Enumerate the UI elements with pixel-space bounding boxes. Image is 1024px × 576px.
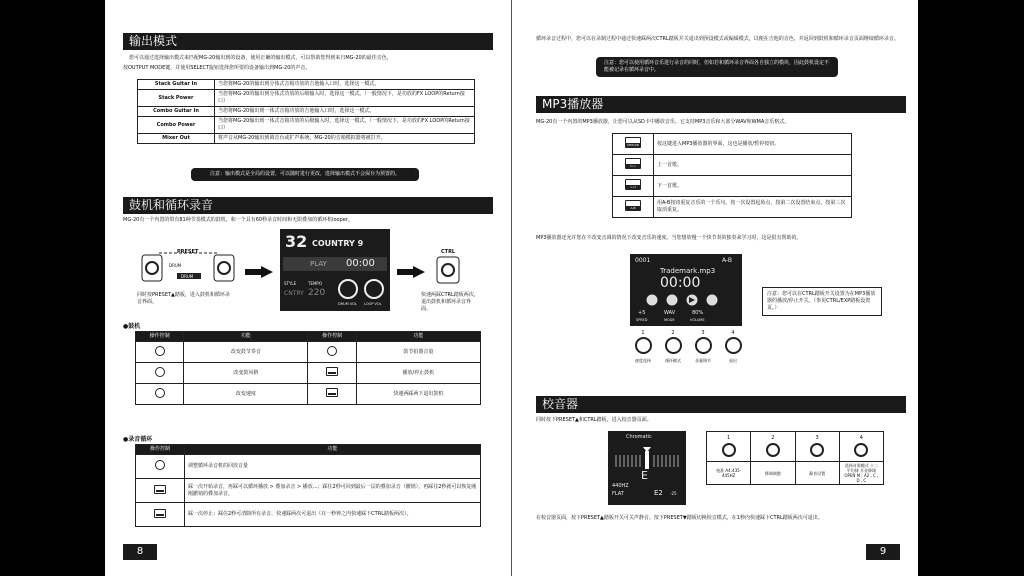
preset-label: PRESET bbox=[177, 249, 199, 255]
mp3-button-cell bbox=[613, 155, 654, 176]
looper-control-cell bbox=[136, 479, 185, 503]
output-mode-row bbox=[138, 117, 475, 134]
tuner-knob-function: 选择音准模式 十二平均律 半音降调 OPEN M , A2 , C , D , C bbox=[839, 462, 883, 485]
output-note: 注意：输出模式是全局的设置，可以随时进行更改，选择输出模式不会保存为预置的。 bbox=[191, 168, 419, 181]
mp3-track-number: 0001 bbox=[635, 257, 651, 264]
lcd-tempo-label: TEMPO bbox=[308, 281, 322, 286]
drum-looper-heading: 鼓机和循环录音 bbox=[123, 197, 493, 214]
output-mode-row bbox=[138, 80, 475, 90]
looper-continue-text: 循环录音过程中，您可以在录制过程中通过快速踩两次CTRL踏板并关退出到预设模式或编辑模式，以便在吉他的音色，并返回到鼓机和循环录音页面继续循环录音。 bbox=[536, 36, 899, 42]
tuner-heading: 校音器 bbox=[536, 396, 906, 413]
mp3-lcd-screen bbox=[630, 254, 742, 326]
mp3-button-desc: 上一首歌。 bbox=[654, 155, 852, 176]
lcd-preset-number: 32 bbox=[285, 232, 308, 251]
looper-function: 调整循环录音机的回放音量 bbox=[185, 455, 481, 479]
tuner-knob-function: 校准 A4:435-445HZ bbox=[707, 462, 751, 485]
output-mode-desc: 当您将MG-20的输出到分体式音箱功放的吉他输入口时，选择这一模式。 bbox=[215, 80, 475, 90]
ctrl-pedal-diagram bbox=[433, 249, 463, 287]
drum-function-2: 鼓节拍器音量 bbox=[356, 342, 480, 363]
lcd-pattern-name: COUNTRY 9 bbox=[312, 239, 364, 248]
drum-switch-cell bbox=[308, 363, 356, 384]
page-number-right: 9 bbox=[866, 544, 900, 560]
mp3-button-row bbox=[613, 134, 852, 155]
mp3-note: 注意：您可以在CTRL踏板开关设置为在MP3播放器的播放/停止开关。（参见CTRL/EXP踏板设置页。） bbox=[762, 287, 882, 316]
output-mode-desc: 当您将MG-20的输出到分体式功放的后级输入时，选择这一模式。（一般情况下，是功放的FX LOOP的Return接口） bbox=[215, 90, 475, 107]
mp3-time: 00:00 bbox=[660, 275, 701, 291]
knob-icon[interactable] bbox=[695, 337, 712, 354]
output-mode-desc: 当您将MG-20输出到一体式音箱功放的吉他输入口时，选择这一模式。 bbox=[215, 107, 475, 117]
col-fn-3: 功能 bbox=[185, 445, 481, 455]
knob-icon[interactable] bbox=[725, 337, 742, 354]
mp3-file-name: Trademark.mp3 bbox=[660, 267, 716, 275]
output-mode-row bbox=[138, 134, 475, 144]
tuner-knob-icon[interactable] bbox=[810, 443, 824, 457]
lcd-style-value: CNTRY bbox=[284, 290, 304, 297]
drum-control-table bbox=[135, 331, 481, 405]
footswitch-icon[interactable] bbox=[154, 485, 166, 494]
knob-function: 循环模式 bbox=[665, 358, 681, 363]
looper-control-cell bbox=[136, 455, 185, 479]
knob-number: 4 bbox=[731, 330, 735, 336]
output-mode-name: Combo Guitar In bbox=[138, 107, 215, 117]
knob-number: 1 bbox=[727, 435, 731, 441]
mp3-button-icon[interactable] bbox=[625, 137, 641, 148]
drum-row bbox=[136, 384, 481, 405]
output-mode-name: Mixer Out bbox=[138, 134, 215, 144]
mp3-knob[interactable] bbox=[688, 330, 718, 364]
knob-function: 音量调节 bbox=[695, 358, 711, 363]
knob-number: 3 bbox=[701, 330, 705, 336]
mp3-button-icon[interactable] bbox=[625, 200, 641, 211]
mp3-knob[interactable] bbox=[718, 330, 748, 364]
output-mode-table bbox=[137, 79, 475, 144]
tuner-intro: 同时按下PRESET▲和CTRL踏板，进入校音器页面。 bbox=[536, 417, 652, 423]
preset-pedal-diagram bbox=[139, 247, 237, 287]
drum-small-label: DRUM bbox=[169, 263, 182, 268]
mp3-button-row bbox=[613, 176, 852, 197]
mp3-knob[interactable] bbox=[658, 330, 688, 364]
tuner-knob-cell bbox=[707, 432, 751, 462]
knob-icon[interactable] bbox=[665, 337, 682, 354]
drum-machine-subheading: ●鼓机 bbox=[123, 323, 141, 330]
tuner-string: E2 bbox=[654, 489, 663, 497]
mp3-button-label: I<< bbox=[626, 164, 640, 168]
looper-control-table bbox=[135, 444, 481, 527]
loop-vol-knob-icon[interactable] bbox=[155, 460, 165, 470]
mp3-tempo-text: MP3播放器还允许您在不改变音调的情况下改变音乐的速度。当您想放慢一个快节奏的独奏来学习时，这是很有帮助的。 bbox=[536, 235, 802, 241]
output-mode-desc: 将声音从MG-20输出到调音台或扩声系统，MG-20的音箱模拟器将被打开。 bbox=[215, 134, 475, 144]
output-intro-2: 按OUTPUT MODE键，并使用SELECT旋钮选择您所要的设备输出到MG-20的声音。 bbox=[123, 65, 311, 71]
tuner-knob-table bbox=[706, 431, 884, 485]
lcd-loop-vol: LOOP VOL bbox=[364, 302, 382, 306]
mp3-intro: MG-20有一个内置的MP3播放器，让您可以从SD卡中播放音乐。它支持MP3音乐和大部分WAV和WMA音乐格式。 bbox=[536, 119, 790, 125]
mp3-button-label: A-B bbox=[626, 206, 640, 210]
mp3-heading: MP3播放器 bbox=[536, 96, 906, 113]
output-mode-name: Combo Power bbox=[138, 117, 215, 134]
lcd-play-label: PLAY bbox=[310, 260, 327, 268]
output-mode-name: Stack Guitar In bbox=[138, 80, 215, 90]
arrow-right-icon-2 bbox=[397, 263, 425, 275]
drum-caption-left: 同时按PRESET▲踏板，进入鼓机和循环录音界面。 bbox=[137, 292, 230, 305]
mp3-buttons-table bbox=[612, 133, 852, 218]
footswitch-icon[interactable] bbox=[326, 388, 338, 397]
lcd-tempo-value: 220 bbox=[308, 288, 326, 298]
tuner-knob-function: 降调调整 bbox=[751, 462, 795, 485]
tuner-knob-function: 静音设置 bbox=[795, 462, 839, 485]
output-mode-name: Stack Power bbox=[138, 90, 215, 107]
knob-icon[interactable] bbox=[635, 337, 652, 354]
knob-icon[interactable] bbox=[327, 346, 337, 356]
mp3-mode-label: MODE bbox=[664, 318, 675, 322]
drum-function: 改变鼓风格 bbox=[184, 363, 308, 384]
lcd-drum-vol: DRUM VOL bbox=[338, 302, 357, 306]
knob-number: 4 bbox=[859, 435, 863, 441]
mp3-speed-label: SPEED bbox=[636, 318, 648, 322]
looper-function: 踩一次开始录音，再踩可以循环播放 > 叠加录音 > 播放...；踩住2秒可回到最后一层的叠加录音（撤销），再踩住2秒就可以恢复刚刚撤销的叠加录音。 bbox=[185, 479, 481, 503]
mp3-volume-value: 80% bbox=[692, 310, 704, 316]
drum-row bbox=[136, 363, 481, 384]
knob-function: 速度选择 bbox=[635, 358, 651, 363]
arrow-right-icon bbox=[245, 263, 273, 275]
drum-knob-cell bbox=[136, 363, 184, 384]
tuner-knob-icon[interactable] bbox=[854, 443, 868, 457]
mp3-button-desc: 下一首歌。 bbox=[654, 176, 852, 197]
tuner-freq: 440HZ bbox=[612, 483, 629, 489]
drum-caption-right: 快速两踩CTRL踏板两次，退出鼓机和循环录音界面。 bbox=[421, 292, 479, 312]
knob-number: 2 bbox=[771, 435, 775, 441]
tuner-knob-cell bbox=[751, 432, 795, 462]
drum-knob-cell bbox=[136, 342, 184, 363]
knob-number: 2 bbox=[671, 330, 675, 336]
tuner-bottom-text: 在校音器页面，按下PRESET▲踏板开关可关声静音。按下PRESET▼踏板切换校音模式，在1秒内快速踩下CTRL踏板两次可退出。 bbox=[536, 515, 823, 521]
knob-function: 退出 bbox=[729, 358, 737, 363]
footswitch-icon[interactable] bbox=[326, 367, 338, 376]
output-mode-row bbox=[138, 90, 475, 107]
mp3-button-cell bbox=[613, 134, 654, 155]
tuner-mode: Chromatic bbox=[626, 434, 652, 440]
drum-row bbox=[136, 342, 481, 363]
output-mode-heading: 输出模式 bbox=[123, 33, 493, 50]
tuner-cents: -25 bbox=[670, 491, 677, 496]
mp3-mode-value: WAV bbox=[664, 310, 676, 316]
mp3-knob[interactable] bbox=[628, 330, 658, 364]
looper-function: 踩一次停止；踩住2秒可清除所有录音，快速踩两次可退出（在一秒钟之内快速踩下CTRL踏板两次）。 bbox=[185, 503, 481, 527]
mp3-button-icon[interactable] bbox=[625, 179, 641, 190]
drum-switch-cell bbox=[308, 384, 356, 405]
drum-function: 改变速度 bbox=[184, 384, 308, 405]
tuner-note: E bbox=[641, 469, 648, 482]
mp3-button-row bbox=[613, 155, 852, 176]
output-mode-desc: 当您将MG-20输出到一体式音箱功放的后级输入时，选择这一模式。（一般情况下，是功放的FX LOOP的Return接口） bbox=[215, 117, 475, 134]
looper-note: 注意：您可以使用循环音乐进行录音的同时，但如若和循环录音界面各自独立的模块，因此鼓机设定不能被记录在循环录音中。 bbox=[596, 57, 838, 77]
tuner-knob-cell bbox=[839, 432, 883, 462]
tuner-lcd-screen bbox=[608, 431, 686, 505]
col-op-3: 操作控制 bbox=[136, 445, 185, 455]
looper-control-cell bbox=[136, 503, 185, 527]
mp3-button-desc: 按这键进入MP3播放器的界面，这也是播放/暂停按钮。 bbox=[654, 134, 852, 155]
mp3-button-cell bbox=[613, 176, 654, 197]
drum-function: 改变鼓节奏音 bbox=[184, 342, 308, 363]
left-page bbox=[105, 0, 511, 576]
mp3-knob-row bbox=[628, 330, 748, 374]
mp3-volume-label: VOLUME bbox=[690, 318, 705, 322]
ctrl-label: CTRL bbox=[441, 249, 456, 255]
looper-row bbox=[136, 455, 481, 479]
drum-function-2: 快速两踩两下退出鼓机 bbox=[356, 384, 480, 405]
select-knob-icon[interactable] bbox=[155, 367, 165, 377]
mp3-button-desc: 用A-B按钮重复音乐的一个乐句。按一次设置起始点，按第二次设置结束点，按第三次取消重复。 bbox=[654, 197, 852, 218]
output-mode-row bbox=[138, 107, 475, 117]
mp3-button-icon[interactable] bbox=[625, 158, 641, 169]
col-op-2: 操作控制 bbox=[308, 332, 356, 342]
lcd-style-label: STYLE bbox=[284, 281, 297, 286]
looper-row bbox=[136, 479, 481, 503]
right-page bbox=[512, 0, 918, 576]
col-op: 操作控制 bbox=[136, 332, 184, 342]
footswitch-icon[interactable] bbox=[154, 509, 166, 518]
tuner-meter-icon bbox=[612, 445, 682, 469]
mp3-button-row bbox=[613, 197, 852, 218]
looper-row bbox=[136, 503, 481, 527]
drum-switch-cell bbox=[308, 342, 356, 363]
tuner-flat: FLAT bbox=[612, 491, 624, 497]
mp3-button-label: >>I bbox=[626, 185, 640, 189]
drum-intro: MG-20有一个内置的带有81种节奏模式的鼓机，和一个具有60秒录音时间和无限叠加的循环机looper。 bbox=[123, 217, 353, 223]
page-number-left: 8 bbox=[123, 544, 157, 560]
knob-number: 1 bbox=[641, 330, 645, 336]
drum-label: DRUM bbox=[181, 274, 194, 279]
col-fn: 功能 bbox=[184, 332, 308, 342]
drum-knob-cell bbox=[136, 384, 184, 405]
output-intro: 您可以通过选择输出模式来匹配MG-20输出到的设备，使用正确的输出模式，可以帮助您得到来自MG-20的最佳音色， bbox=[129, 55, 392, 61]
lcd-time: 00:00 bbox=[346, 258, 375, 269]
knob-number: 3 bbox=[815, 435, 819, 441]
select-knob-icon[interactable] bbox=[155, 346, 165, 356]
col-fn-2: 功能 bbox=[356, 332, 480, 342]
tuner-knob-icon[interactable] bbox=[722, 443, 736, 457]
mp3-ab-indicator: A-B bbox=[722, 257, 733, 264]
looper-subheading: ●录音循环 bbox=[123, 436, 153, 443]
transport-icons bbox=[646, 294, 728, 306]
tuner-knob-cell bbox=[795, 432, 839, 462]
drum-function-2: 播放/停止鼓机 bbox=[356, 363, 480, 384]
mp3-button-cell bbox=[613, 197, 654, 218]
drum-lcd-screen bbox=[280, 229, 390, 311]
mp3-speed-value: +5 bbox=[638, 310, 646, 316]
tuner-knob-icon[interactable] bbox=[766, 443, 780, 457]
volume-knob-icon bbox=[336, 277, 388, 301]
mp3-button-label: MP3/AB bbox=[627, 143, 639, 147]
select-knob-icon[interactable] bbox=[155, 388, 165, 398]
